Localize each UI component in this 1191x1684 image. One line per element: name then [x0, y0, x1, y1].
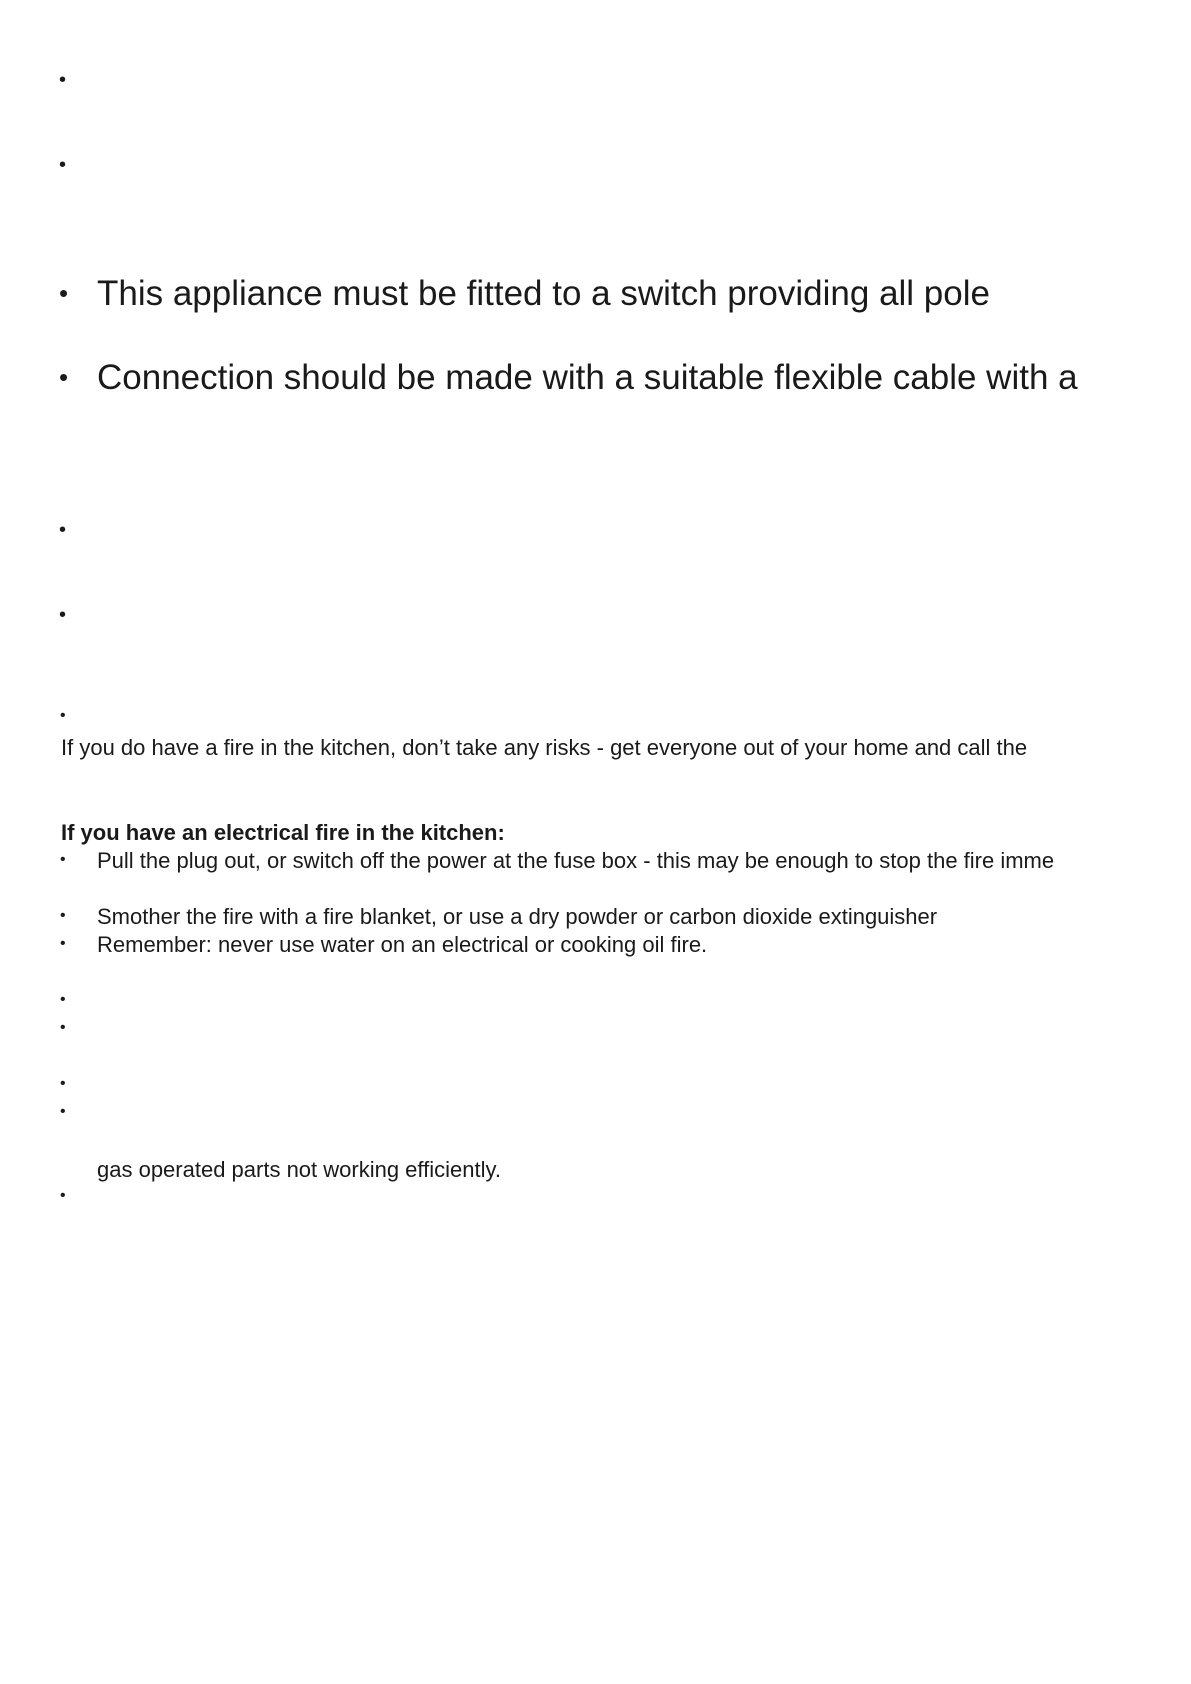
bullet-empty-8: • [60, 1075, 66, 1092]
bullet-electrical-3: • [60, 935, 66, 952]
electrical-item-3: Remember: never use water on an electrical or cooking oil fire. [97, 932, 708, 957]
bullet-empty-1: • [59, 69, 67, 91]
bullet-empty-3: • [59, 519, 67, 541]
bullet-empty-2: • [59, 154, 67, 176]
bullet-electrical-2: • [60, 907, 66, 924]
bullet-empty-4: • [59, 604, 67, 626]
electrical-item-2: Smother the fire with a fire blanket, or use a dry powder or carbon dioxide extinguisher [97, 904, 938, 929]
bullet-empty-7: • [60, 1019, 66, 1036]
electrical-item-1: Pull the plug out, or switch off the power at the fuse box - this may be enough to stop the fire imme [97, 848, 1055, 873]
large-item-1: This appliance must be fitted to a switch providing all pole [97, 274, 990, 313]
fire-intro-text: If you do have a fire in the kitchen, don’t take any risks - get everyone out of your home and call the [61, 735, 1028, 760]
bullet-empty-5: • [60, 707, 66, 724]
gas-parts-text: gas operated parts not working efficiently. [97, 1157, 501, 1182]
bullet-empty-9: • [60, 1103, 66, 1120]
large-item-2: Connection should be made with a suitable flexible cable with a [97, 358, 1078, 397]
bullet-electrical-1: • [60, 851, 66, 868]
bullet-empty-10: • [60, 1187, 66, 1204]
electrical-fire-heading: If you have an electrical fire in the kitchen: [61, 820, 505, 845]
bullet-large-2: • [59, 362, 69, 392]
bullet-large-1: • [59, 278, 69, 308]
bullet-empty-6: • [60, 991, 66, 1008]
